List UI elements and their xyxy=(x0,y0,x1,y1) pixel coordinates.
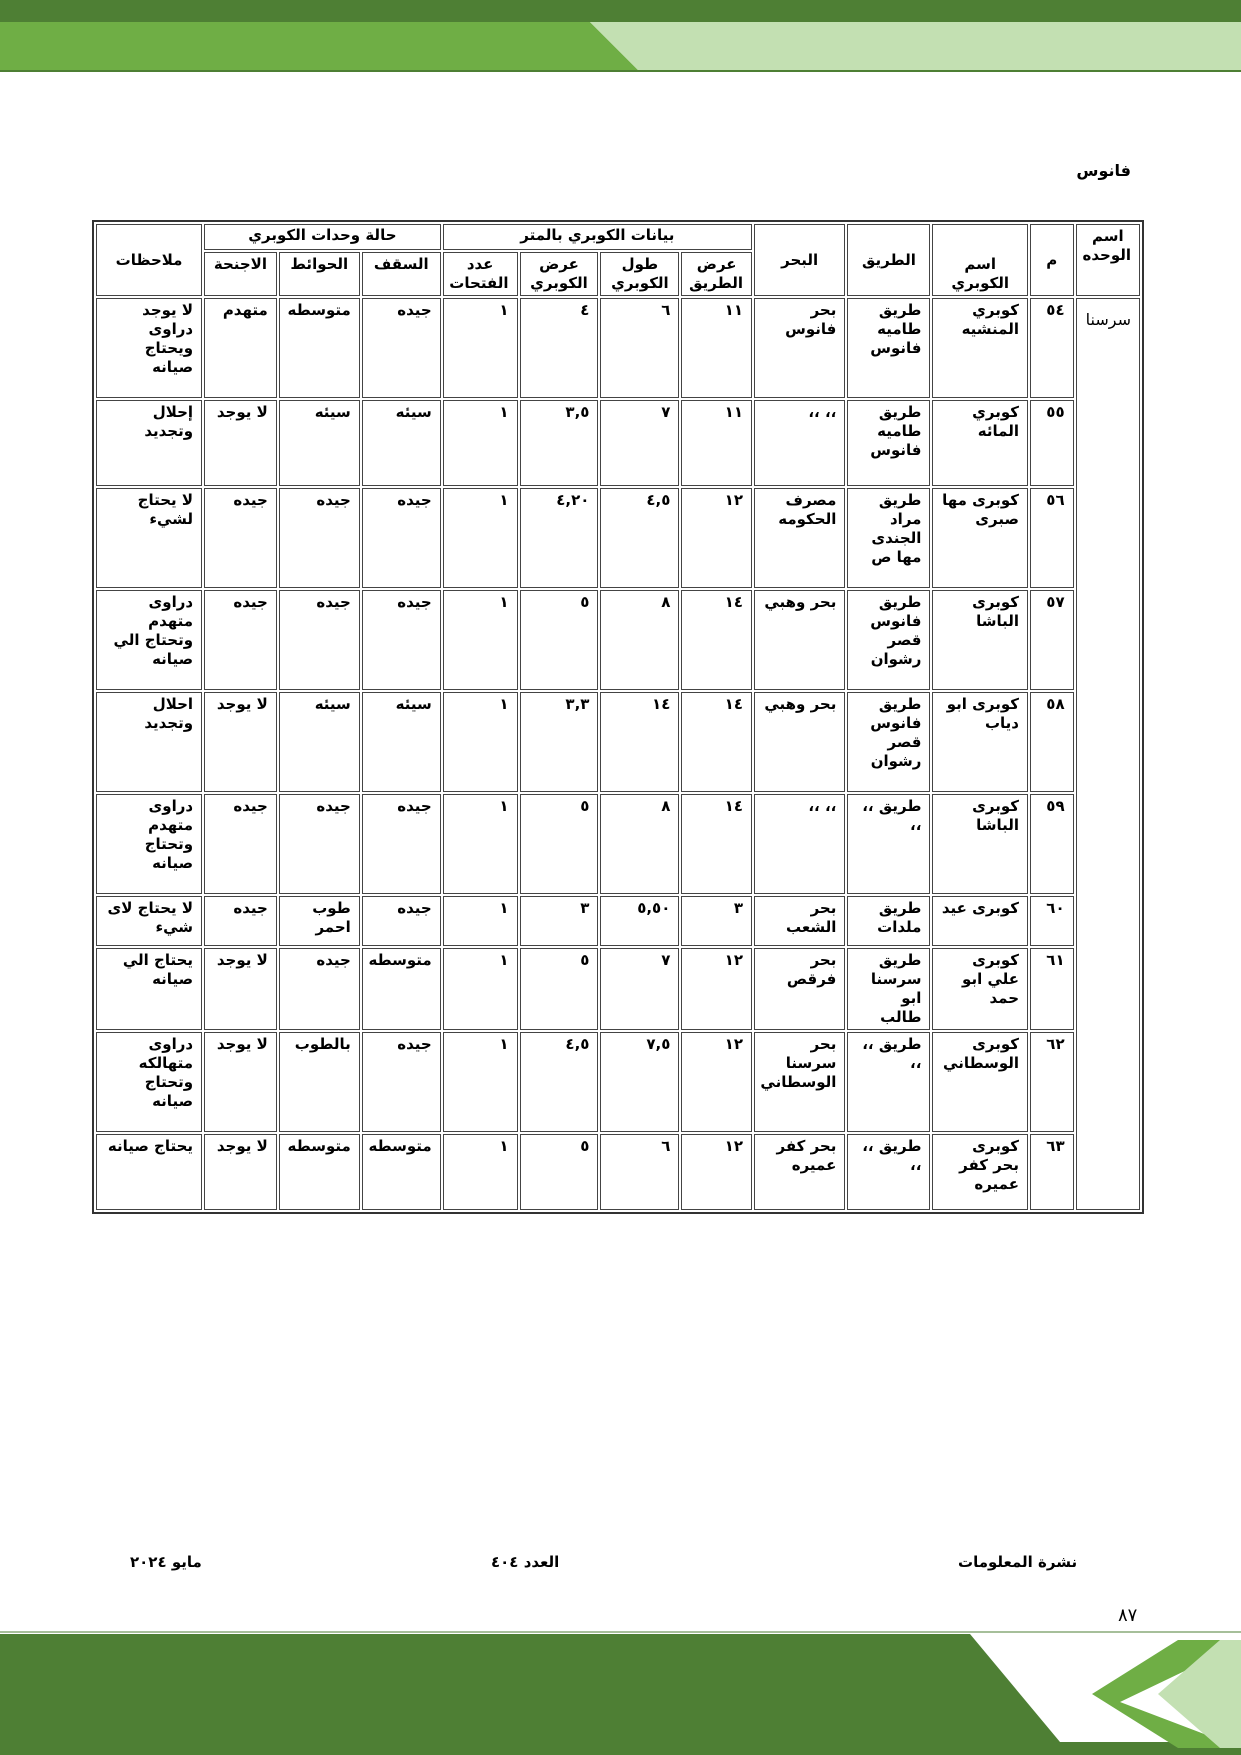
cell-openings: ١ xyxy=(443,488,518,588)
cell-bridge-name: كوبرى الباشا xyxy=(932,794,1028,894)
cell-canal: بحر فانوس xyxy=(754,298,845,398)
cell-wings: جيده xyxy=(204,590,277,690)
cell-openings: ١ xyxy=(443,400,518,486)
cell-wings: جيده xyxy=(204,896,277,946)
cell-road: طريق فانوس قصر رشوان xyxy=(847,692,930,792)
cell-roof: جيده xyxy=(362,488,441,588)
cell-m: ٥٥ xyxy=(1030,400,1074,486)
cell-canal: بحر كفر عميره xyxy=(754,1134,845,1210)
cell-bridge-width: ٣ xyxy=(520,896,599,946)
cell-openings: ١ xyxy=(443,794,518,894)
cell-notes: احلال وتجديد xyxy=(96,692,202,792)
cell-notes: دراوى متهالكه وتحتاج صيانه xyxy=(96,1032,202,1132)
cell-road-width: ١٤ xyxy=(681,794,752,894)
cell-road: طريق مراد الجندى مها ص xyxy=(847,488,930,588)
cell-roof: متوسطه xyxy=(362,948,441,1030)
cell-openings: ١ xyxy=(443,590,518,690)
table-row xyxy=(96,692,1140,792)
cell-wings: لا يوجد xyxy=(204,400,277,486)
table-row xyxy=(96,896,1140,946)
cell-m: ٥٧ xyxy=(1030,590,1074,690)
header-road-width: عرض الطريق xyxy=(681,252,752,296)
cell-walls: جيده xyxy=(279,948,360,1030)
table-row xyxy=(96,488,1140,588)
cell-notes: لا يحتاج لاى شيء xyxy=(96,896,202,946)
cell-canal: بحر فرقص xyxy=(754,948,845,1030)
header-openings: عدد الفتحات xyxy=(443,252,518,296)
cell-bridge-name: كوبرى ابو دياب xyxy=(932,692,1028,792)
cell-wings: جيده xyxy=(204,794,277,894)
cell-walls: جيده xyxy=(279,590,360,690)
table-row xyxy=(96,298,1140,398)
table-row xyxy=(96,1032,1140,1132)
cell-road-width: ١٢ xyxy=(681,1032,752,1132)
cell-m: ٦٢ xyxy=(1030,1032,1074,1132)
cell-roof: جيده xyxy=(362,298,441,398)
cell-canal: ،، ،، xyxy=(754,794,845,894)
table-row xyxy=(96,948,1140,1030)
cell-notes: إحلال وتجديد xyxy=(96,400,202,486)
cell-bridge-width: ٤,٥ xyxy=(520,1032,599,1132)
table-row xyxy=(96,590,1140,690)
cell-road: طريق فانوس قصر رشوان xyxy=(847,590,930,690)
cell-canal: بحر سرسنا الوسطاني xyxy=(754,1032,845,1132)
cell-roof: متوسطه xyxy=(362,1134,441,1210)
cell-bridge-width: ٤,٢٠ xyxy=(520,488,599,588)
cell-walls: سيئه xyxy=(279,692,360,792)
cell-walls: جيده xyxy=(279,488,360,588)
cell-m: ٥٤ xyxy=(1030,298,1074,398)
cell-openings: ١ xyxy=(443,896,518,946)
cell-openings: ١ xyxy=(443,1032,518,1132)
cell-m: ٦٣ xyxy=(1030,1134,1074,1210)
cell-bridge-length: ٧,٥ xyxy=(600,1032,679,1132)
cell-bridge-name: كوبرى بحر كفر عميره xyxy=(932,1134,1028,1210)
cell-road: طريق طاميه فانوس xyxy=(847,400,930,486)
cell-road-width: ٣ xyxy=(681,896,752,946)
footer-band xyxy=(0,1630,1241,1755)
cell-bridge-length: ٦ xyxy=(600,1134,679,1210)
header-unit: اسم الوحده xyxy=(1076,224,1140,296)
unit-label: سرسنا xyxy=(1085,310,1131,329)
cell-road-width: ١٤ xyxy=(681,692,752,792)
cell-road-width: ١٢ xyxy=(681,948,752,1030)
cell-m: ٥٩ xyxy=(1030,794,1074,894)
cell-canal: بحر وهبي xyxy=(754,692,845,792)
cell-bridge-length: ٤,٥ xyxy=(600,488,679,588)
cell-road-width: ١١ xyxy=(681,400,752,486)
cell-bridge-name: كوبرى علي ابو حمد xyxy=(932,948,1028,1030)
cell-walls: متوسطه xyxy=(279,1134,360,1210)
cell-notes: يحتاج صيانه xyxy=(96,1134,202,1210)
cell-road: طريق ملدات xyxy=(847,896,930,946)
cell-road: طريق ،، ،، xyxy=(847,1134,930,1210)
header-walls: الحوائط xyxy=(279,252,360,296)
cell-bridge-width: ٤ xyxy=(520,298,599,398)
cell-wings: لا يوجد xyxy=(204,1032,277,1132)
cell-walls: بالطوب xyxy=(279,1032,360,1132)
cell-road: طريق ،، ،، xyxy=(847,1032,930,1132)
cell-notes: يحتاج الي صيانه xyxy=(96,948,202,1030)
cell-wings: لا يوجد xyxy=(204,948,277,1030)
bridges-table xyxy=(92,161,1144,1214)
cell-bridge-length: ٧ xyxy=(600,400,679,486)
table-row xyxy=(96,1134,1140,1210)
page-number: ٨٧ xyxy=(1118,1605,1138,1626)
cell-roof: جيده xyxy=(362,896,441,946)
cell-bridge-length: ٨ xyxy=(600,590,679,690)
cell-road: طريق طاميه فانوس xyxy=(847,298,930,398)
cell-bridge-width: ٥ xyxy=(520,1134,599,1210)
cell-canal: ،، ،، xyxy=(754,400,845,486)
cell-bridge-width: ٥ xyxy=(520,590,599,690)
cell-road: طريق سرسنا ابو طالب xyxy=(847,948,930,1030)
cell-bridge-name: كوبري المائه xyxy=(932,400,1028,486)
header-band xyxy=(0,0,1241,72)
cell-wings: متهدم xyxy=(204,298,277,398)
cell-bridge-name: كوبرى عيد xyxy=(932,896,1028,946)
header-bridge-width: عرض الكوبري xyxy=(520,252,599,296)
cell-m: ٥٨ xyxy=(1030,692,1074,792)
cell-bridge-width: ٣,٣ xyxy=(520,692,599,792)
cell-wings: جيده xyxy=(204,488,277,588)
cell-roof: سيئه xyxy=(362,692,441,792)
cell-notes: لا يحتاج لشيء xyxy=(96,488,202,588)
cell-m: ٥٦ xyxy=(1030,488,1074,588)
cell-bridge-length: ٦ xyxy=(600,298,679,398)
cell-m: ٦٠ xyxy=(1030,896,1074,946)
cell-openings: ١ xyxy=(443,948,518,1030)
cell-notes: دراوى متهدم وتحتاج الي صيانه xyxy=(96,590,202,690)
footer-publication: نشرة المعلومات xyxy=(958,1553,1078,1571)
header-notes: ملاحظات xyxy=(96,224,202,296)
header-status-group: حالة وحدات الكوبري xyxy=(204,224,441,250)
cell-roof: سيئه xyxy=(362,400,441,486)
cell-roof: جيده xyxy=(362,590,441,690)
header-canal: البحر xyxy=(754,224,845,296)
cell-m: ٦١ xyxy=(1030,948,1074,1030)
cell-road-width: ١٤ xyxy=(681,590,752,690)
bridges-table-container xyxy=(92,161,1144,1214)
unit-label: فانوس xyxy=(1076,161,1131,180)
cell-bridge-length: ٧ xyxy=(600,948,679,1030)
cell-bridge-name: كوبرى الباشا xyxy=(932,590,1028,690)
cell-bridge-name: كوبرى الوسطاني xyxy=(932,1032,1028,1132)
cell-road: طريق ،، ،، xyxy=(847,794,930,894)
cell-notes: لا يوجد دراوى ويحتاج صيانه xyxy=(96,298,202,398)
header-wings: الاجنحة xyxy=(204,252,277,296)
footer-issue: العدد ٤٠٤ xyxy=(491,1553,560,1571)
cell-wings: لا يوجد xyxy=(204,1134,277,1210)
cell-roof: جيده xyxy=(362,794,441,894)
table-row xyxy=(96,794,1140,894)
cell-walls: طوب احمر xyxy=(279,896,360,946)
header-m: م xyxy=(1030,224,1074,296)
header-roof: السقف xyxy=(362,252,441,296)
cell-road-width: ١٢ xyxy=(681,488,752,588)
header-data-group: بيانات الكوبري بالمتر xyxy=(443,224,752,250)
cell-bridge-width: ٥ xyxy=(520,948,599,1030)
cell-openings: ١ xyxy=(443,1134,518,1210)
cell-walls: متوسطه xyxy=(279,298,360,398)
cell-wings: لا يوجد xyxy=(204,692,277,792)
cell-bridge-length: ١٤ xyxy=(600,692,679,792)
cell-canal: بحر وهبي xyxy=(754,590,845,690)
cell-bridge-width: ٥ xyxy=(520,794,599,894)
cell-openings: ١ xyxy=(443,692,518,792)
cell-road-width: ١٢ xyxy=(681,1134,752,1210)
table-row xyxy=(96,400,1140,486)
header-bridge-length: طول الكوبري xyxy=(600,252,679,296)
cell-walls: جيده xyxy=(279,794,360,894)
cell-bridge-length: ٨ xyxy=(600,794,679,894)
cell-canal: مصرف الحكومه xyxy=(754,488,845,588)
cell-bridge-name: كوبري المنشيه xyxy=(932,298,1028,398)
cell-road-width: ١١ xyxy=(681,298,752,398)
cell-canal: بحر الشعب xyxy=(754,896,845,946)
cell-openings: ١ xyxy=(443,298,518,398)
cell-bridge-name: كوبرى مها صبرى xyxy=(932,488,1028,588)
cell-bridge-length: ٥,٥٠ xyxy=(600,896,679,946)
cell-roof: جيده xyxy=(362,1032,441,1132)
header-road: الطريق xyxy=(847,224,930,296)
cell-bridge-width: ٣,٥ xyxy=(520,400,599,486)
footer-date: مايو ٢٠٢٤ xyxy=(130,1553,202,1571)
cell-walls: سيئه xyxy=(279,400,360,486)
header-bridge-name: اسم الكوبري xyxy=(932,224,1028,296)
cell-notes: دراوى متهدم وتحتاج صيانه xyxy=(96,794,202,894)
